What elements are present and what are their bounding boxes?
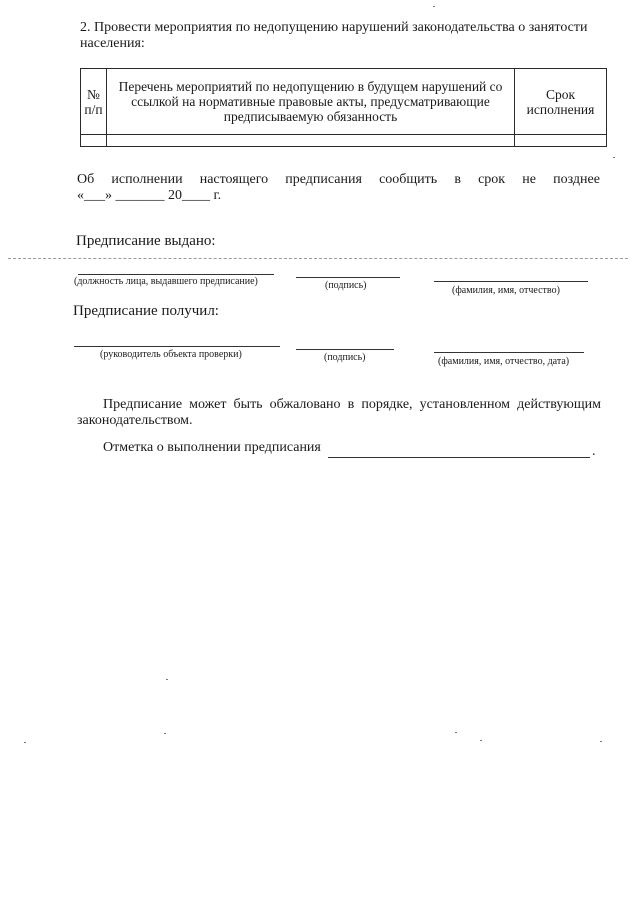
completion-mark-label: Отметка о выполнении предписания (103, 440, 321, 455)
report-word: настоящего (199, 172, 269, 187)
scan-speck (166, 679, 168, 680)
issued-position-line (78, 274, 274, 275)
appeal-note (77, 397, 601, 429)
table-row (81, 135, 607, 147)
report-word: срок (478, 172, 506, 187)
table-cell (107, 135, 515, 147)
report-word: сообщить (379, 172, 438, 187)
issued-signature-caption: (подпись) (325, 280, 367, 291)
header-deadline: Срок исполнения (515, 69, 607, 135)
table-cell (515, 135, 607, 147)
received-head-line (74, 346, 280, 347)
report-deadline-line-1 (77, 172, 600, 188)
report-word: позднее (553, 172, 600, 187)
completion-mark (103, 440, 321, 456)
report-word: в (454, 172, 461, 187)
received-name-caption: (фамилия, имя, отчество, дата) (438, 356, 570, 367)
report-word: предписания (285, 172, 362, 187)
header-number: № п/п (81, 69, 107, 135)
received-head-caption: (руководитель объекта проверки) (100, 349, 242, 360)
scan-dotted-line (8, 258, 628, 259)
scan-speck (455, 732, 457, 733)
issued-position-caption: (должность лица, выдавшего предписание) (74, 276, 258, 287)
issued-name-line (434, 281, 588, 282)
table-cell (81, 135, 107, 147)
header-measures: Перечень мероприятий по недопущению в будущем нарушений со ссылкой на нормативные правовые акты, предусматривающие предписываемую обязанность (107, 69, 515, 135)
report-word: исполнении (111, 172, 183, 187)
completion-mark-line (328, 457, 590, 458)
scan-speck (433, 6, 435, 7)
received-name-line (434, 352, 584, 353)
completion-mark-end: . (592, 444, 596, 459)
report-deadline-date: «___» _______ 20____ г. (77, 188, 222, 203)
received-title: Предписание получил: (73, 303, 219, 319)
received-signature-line (296, 349, 394, 350)
issued-name-caption: (фамилия, имя, отчество) (452, 285, 560, 296)
section-2-line-2: населения: (80, 36, 145, 51)
report-word: не (522, 172, 536, 187)
measures-table (80, 68, 607, 147)
issued-signature-line (296, 277, 400, 278)
table-header-row (81, 69, 607, 135)
section-2-line-1: 2. Провести мероприятия по недопущению нарушений законодательства о занятости (80, 20, 588, 35)
appeal-line-2: законодательством. (77, 413, 193, 428)
received-signature-caption: (подпись) (324, 352, 366, 363)
scan-speck (164, 733, 166, 734)
scan-speck (480, 740, 482, 741)
appeal-line-1: Предписание может быть обжаловано в порядке, установленном действующим (103, 397, 601, 412)
scan-speck (613, 157, 615, 158)
report-word: Об (77, 172, 95, 187)
section-2-heading (80, 20, 608, 52)
scan-speck (24, 742, 26, 743)
issued-title: Предписание выдано: (76, 233, 216, 249)
scan-speck (600, 741, 602, 742)
